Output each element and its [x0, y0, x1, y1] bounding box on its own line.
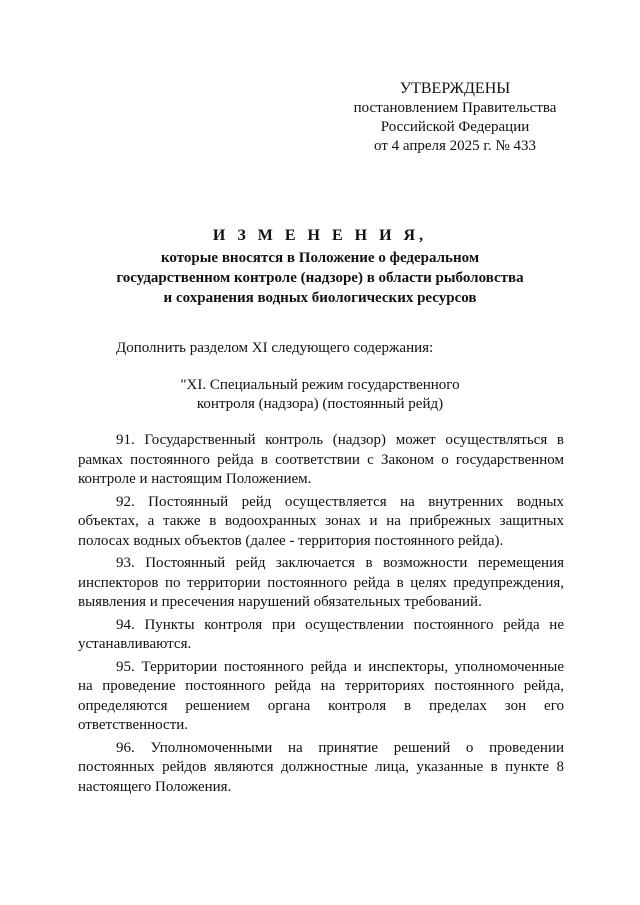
paragraph-92: 92. Постоянный рейд осуществляется на внутренних водных объектах, а также в водоохранных зонах и на прибрежных защитных полосах водных объектов (далее - территория постоянного рейда).	[78, 493, 564, 549]
approval-stamp	[330, 79, 580, 156]
document-title	[60, 226, 580, 308]
document-title-line-3: и сохранения водных биологических ресурсов	[163, 290, 477, 306]
section-title-line-2: контроля (надзора) (постоянный рейд)	[196, 396, 444, 412]
document-title-line-1: которые вносятся в Положение о федеральном	[160, 250, 480, 266]
paragraph-96: 96. Уполномоченными на принятие решений о проведении постоянных рейдов являются должностные лица, указанные в пункте 8 настоящего Положения.	[78, 739, 564, 795]
intro-text: Дополнить разделом XI следующего содержания:	[116, 340, 434, 356]
document-heading: И З М Е Н Е Н И Я,	[212, 227, 428, 244]
document-title-line-2: государственном контроле (надзоре) в области рыболовства	[116, 270, 524, 286]
paragraph-94: 94. Пункты контроля при осуществлении постоянного рейда не устанавливаются.	[78, 616, 564, 652]
section-title	[150, 376, 490, 414]
paragraph-93: 93. Постоянный рейд заключается в возможности перемещения инспекторов по территории постоянного рейда в целях предупреждения, выявления и пресечения нарушений обязательных требований.	[78, 555, 564, 610]
approval-title: УТВЕРЖДЕНЫ	[399, 80, 511, 97]
section-title-line-1: "XI. Специальный режим государственного	[180, 377, 460, 393]
approval-line-1: постановлением Правительства	[353, 100, 557, 116]
body-text	[78, 431, 564, 800]
approval-line-3: от 4 апреля 2025 г. № 433	[374, 138, 536, 154]
approval-line-2: Российской Федерации	[380, 119, 530, 135]
paragraph-91: 91. Государственный контроль (надзор) может осуществляться в рамках постоянного рейда в соответствии с Законом о государственном контроле и настоящим Положением.	[78, 432, 564, 487]
paragraph-95: 95. Территории постоянного рейда и инспекторы, уполномоченные на проведение постоянного рейда на территориях постоянного рейда, определяются решением органа контроля в пределах зон его ответственности.	[78, 658, 564, 733]
